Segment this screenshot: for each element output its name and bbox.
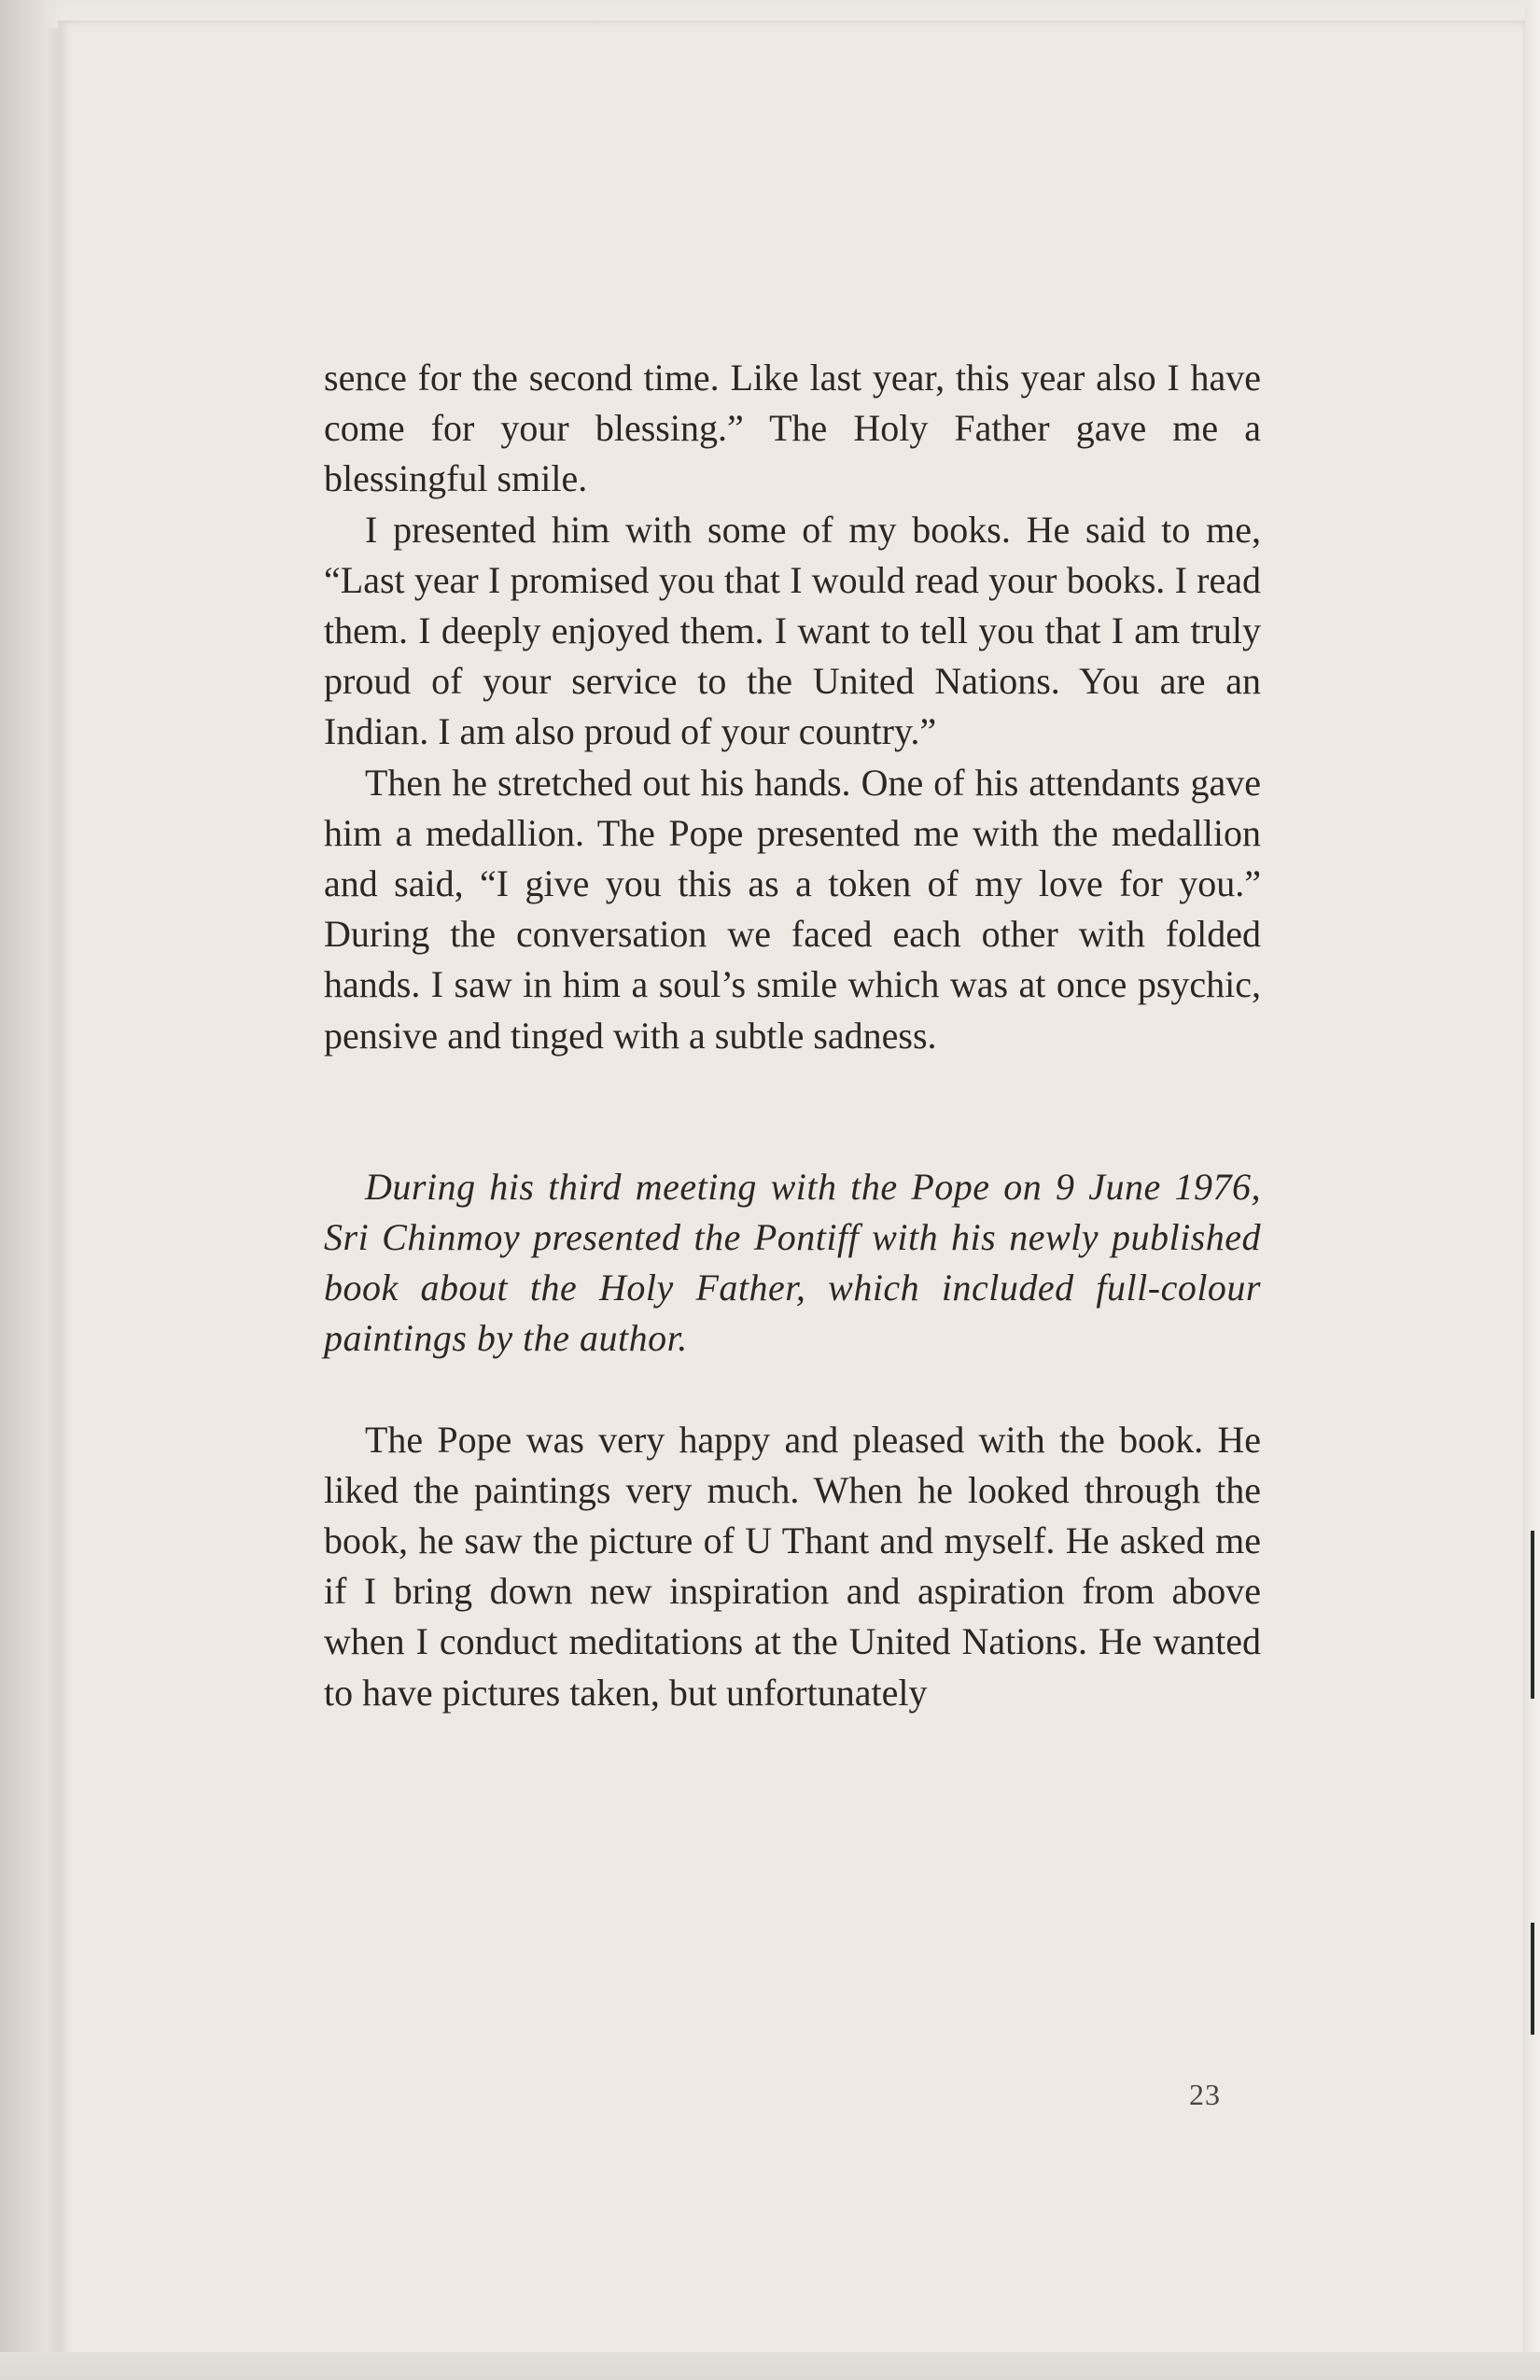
book-spine-shadow	[0, 0, 65, 2380]
paragraph: The Pope was very happy and pleased with the book. He liked the paintings very much. When he looked through the book, he saw the picture of U Thant and myself. He asked me if I bring down new inspiration and aspiration from above when I conduct meditations at the United Nations. He wanted to have pictures taken, but unfortunately	[324, 1418, 1261, 1714]
paragraph-continuation: sence for the second time. Like last year, this year also I have come for your blessing.” The Holy Father gave me a blessingful smile.	[324, 357, 1261, 500]
paragraph: I presented him with some of my books. He said to me, “Last year I promised you that I would read your books. I read them. I deeply enjoyed them. I want to tell you that I am truly proud of your service to the United Nations. You are an Indian. I am also proud of your country.”	[324, 508, 1261, 753]
scan-edge-mark	[1531, 1531, 1534, 1699]
scan-background-bottom	[0, 2352, 1540, 2380]
page-number: 23	[1189, 2078, 1221, 2111]
paragraph: Then he stretched out his hands. One of his attendants gave him a medallion. The Pope presented me with the medallion and said, “I give you this as a token of my love for you.” During the conversation we faced each other with folded hands. I saw in him a soul’s smile which was at once psychic, pensive and tinged with a subtle sadness.	[324, 761, 1261, 1057]
page-right-edge	[1525, 0, 1540, 2380]
body-text	[324, 353, 1261, 1718]
scan-edge-mark	[1531, 1923, 1534, 2035]
italic-caption: During his third meeting with the Pope on 9 June 1976, Sri Chinmoy presented the Pontiff with his newly published book about the Holy Father, which included full-colour paintings by the author.	[324, 1165, 1261, 1360]
